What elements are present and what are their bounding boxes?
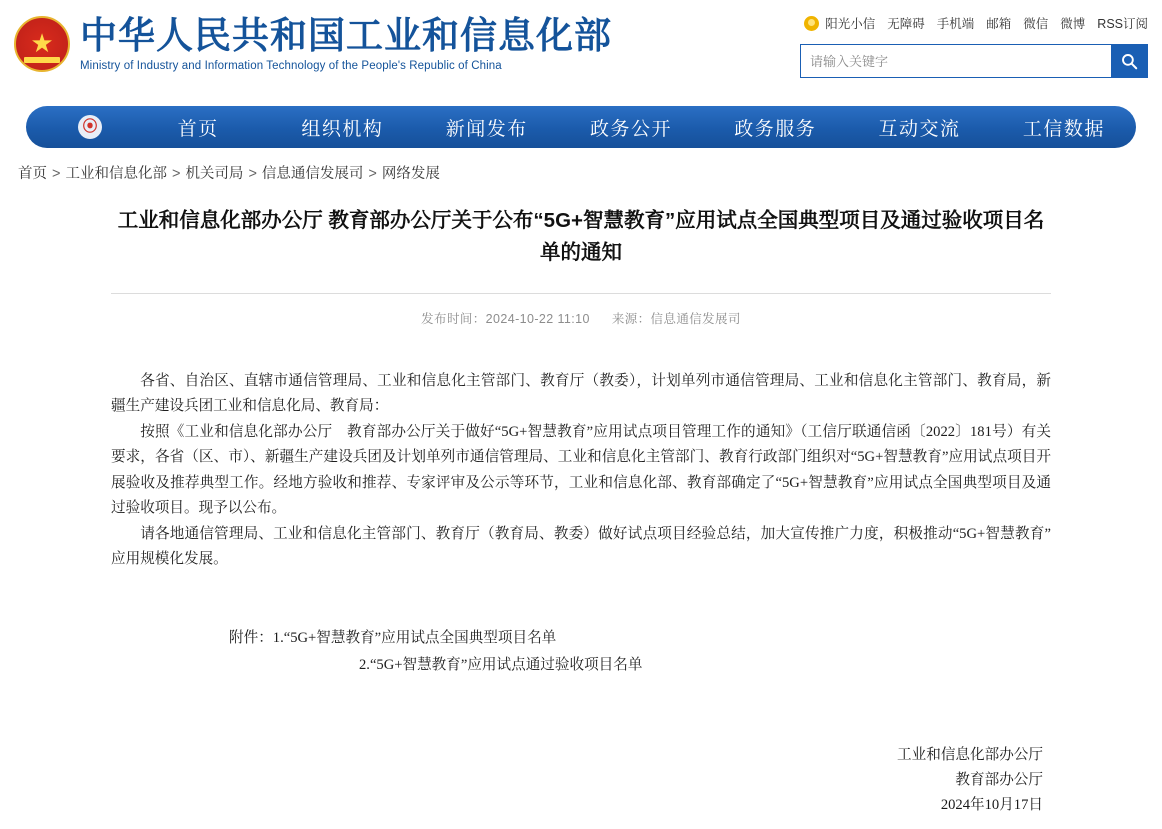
publish-time-label: 发布时间： <box>421 311 486 326</box>
search-button[interactable] <box>1111 45 1147 77</box>
top-link-mobile[interactable]: 手机端 <box>936 17 975 31</box>
article-paragraph: 各省、自治区、直辖市通信管理局、工业和信息化主管部门、教育厅（教委），计划单列市通信管理局、工业和信息化主管部门、教育局，新疆生产建设兵团工业和信息化局、教育局： <box>111 372 1051 415</box>
breadcrumb-separator: > <box>171 166 181 182</box>
top-link-weibo[interactable]: 微博 <box>1060 17 1086 31</box>
ministry-logo-icon: ⦿ <box>78 115 102 139</box>
attachments <box>111 625 1051 679</box>
attachment-line-2 <box>111 652 1051 679</box>
sun-icon <box>804 16 819 31</box>
brand-text <box>80 16 612 72</box>
breadcrumb-item-ict-dev[interactable]: 信息通信发展司 <box>261 166 364 182</box>
site-brand[interactable] <box>14 16 612 72</box>
attachment-line-1 <box>111 625 1051 652</box>
nav-item-news[interactable]: 新闻发布 <box>445 118 528 140</box>
article <box>111 205 1051 818</box>
source-label: 来源： <box>611 311 651 326</box>
page-title: 工业和信息化部办公厅 教育部办公厅关于公布“5G+智慧教育”应用试点全国典型项目及通过验收项目名单的通知 <box>117 209 1045 264</box>
breadcrumb-item-departments[interactable]: 机关司局 <box>185 166 244 182</box>
nav-item-services[interactable]: 政务服务 <box>734 118 817 140</box>
publish-time-value: 2024-10-22 11:10 <box>485 311 590 326</box>
top-links <box>804 14 1148 32</box>
search-bar <box>800 44 1148 78</box>
top-link-rss[interactable]: RSS订阅 <box>1097 17 1148 31</box>
source-value: 信息通信发展司 <box>650 311 741 326</box>
nav-item-org[interactable]: 组织机构 <box>301 118 384 140</box>
nav-item-affairs[interactable]: 政务公开 <box>589 118 672 140</box>
breadcrumb-item-network-dev[interactable]: 网络发展 <box>381 166 440 182</box>
signoff-line: 2024年10月17日 <box>940 796 1043 813</box>
article-paragraph: 按照《工业和信息化部办公厅 教育部办公厅关于做好“5G+智慧教育”应用试点项目管理工作的通知》（工信厅联通信函〔2022〕181号）有关要求，各省（区、市）、新疆生产建设兵团及计划单列市通信管理局、工业和信息化主管部门、教育行政部门组织对“5G+智慧教育”应用试点项目开展验收及推荐典型工作。经地方验收和推荐、专家评审及公示等环节，工业和信息化部、教育部确定了“5G+智慧教育”应用试点全国典型项目及通过验收项目。现予以公布。 <box>111 423 1051 517</box>
nav-item-interact[interactable]: 互动交流 <box>878 118 961 140</box>
top-link-accessibility[interactable]: 无障碍 <box>887 17 925 31</box>
nav-item-data[interactable]: 工信数据 <box>1022 118 1105 140</box>
article-paragraph: 请各地通信管理局、工业和信息化主管部门、教育厅（教育局、教委）做好试点项目经验总结，加大宣传推广力度，积极推动“5G+智慧教育”应用规模化发展。 <box>111 525 1051 568</box>
breadcrumb-separator: > <box>248 166 257 182</box>
nav-items <box>74 114 1136 141</box>
breadcrumb-separator: > <box>368 166 377 182</box>
top-link-sunshine[interactable]: 阳光小信 <box>825 17 876 31</box>
article-body <box>111 369 1051 573</box>
top-link-wechat[interactable]: 微信 <box>1023 17 1049 31</box>
nav-item-home[interactable]: 首页 <box>177 118 219 140</box>
search-input[interactable] <box>801 45 1111 77</box>
breadcrumb-separator: > <box>52 166 61 182</box>
national-emblem-icon <box>14 16 70 72</box>
search-icon <box>1120 52 1139 71</box>
signoff-line: 教育部办公厅 <box>955 771 1043 788</box>
article-meta <box>111 294 1051 327</box>
site-header <box>0 0 1162 100</box>
attachment-link-2[interactable]: 2.“5G+智慧教育”应用试点通过验收项目名单 <box>359 656 643 673</box>
attachments-label: 附件： <box>229 629 273 646</box>
brand-title-cn: 中华人民共和国工业和信息化部 <box>80 16 612 57</box>
top-link-mail[interactable]: 邮箱 <box>986 17 1012 31</box>
brand-title-en: Ministry of Industry and Information Technology of the People's Republic of China <box>80 60 502 73</box>
breadcrumb-item-home[interactable]: 首页 <box>18 166 47 182</box>
signoff <box>111 743 1051 818</box>
signoff-line: 工业和信息化部办公厅 <box>897 746 1043 763</box>
breadcrumb-item-ministry[interactable]: 工业和信息化部 <box>65 166 167 182</box>
breadcrumb <box>0 148 1162 183</box>
attachment-link-1[interactable]: 1.“5G+智慧教育”应用试点全国典型项目名单 <box>272 629 557 646</box>
main-nav <box>26 106 1136 148</box>
